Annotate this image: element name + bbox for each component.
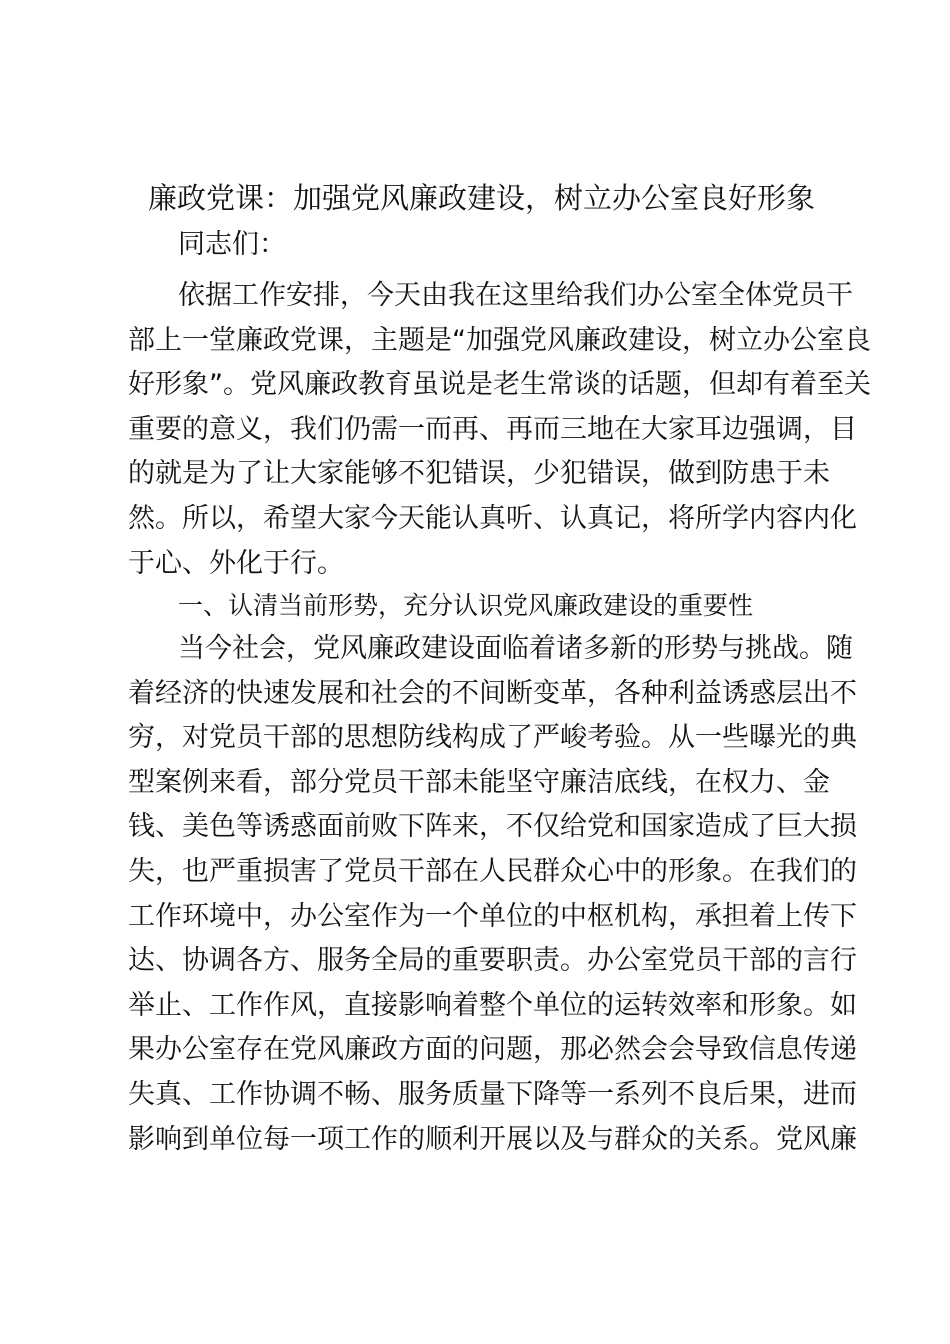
section-heading: 一、认清当前形势，充分认识党风廉政建设的重要性: [178, 591, 754, 620]
paragraph-line: 钱、美色等诱惑面前败下阵来，不仅给党和国家造成了巨大损: [128, 811, 857, 843]
paragraph-line: 失，也严重损害了党员干部在人民群众心中的形象。在我们的: [128, 855, 857, 887]
intro-paragraph: [128, 274, 871, 586]
salutation: 同志们：: [178, 229, 286, 260]
paragraph-line: 工作环境中，办公室作为一个单位的中枢机构，承担着上传下: [128, 900, 857, 932]
paragraph-line: 影响到单位每一项工作的顺利开展以及与群众的关系。党风廉: [128, 1123, 857, 1155]
paragraph-line: 达、协调各方、服务全局的重要职责。办公室党员干部的言行: [128, 945, 857, 977]
paragraph-line: 依据工作安排，今天由我在这里给我们办公室全体党员干: [178, 280, 853, 311]
paragraph-line: 部上一堂廉政党课，主题是“加强党风廉政建设，树立办公室良: [128, 324, 871, 356]
section1-paragraph: [128, 627, 857, 1162]
paragraph-line: 当今社会，党风廉政建设面临着诸多新的形势与挑战。随: [178, 633, 853, 664]
paragraph-line: 穷，对党员干部的思想防线构成了严峻考验。从一些曝光的典: [128, 722, 857, 754]
paragraph-line: 的就是为了让大家能够不犯错误，少犯错误，做到防患于未: [128, 458, 830, 490]
paragraph-line: 型案例来看，部分党员干部未能坚守廉洁底线，在权力、金: [128, 766, 830, 798]
paragraph-line: 于心、外化于行。: [128, 547, 344, 579]
paragraph-line: 重要的意义，我们仍需一而再、再而三地在大家耳边强调，目: [128, 413, 857, 445]
paragraph-line: 着经济的快速发展和社会的不间断变革，各种利益诱惑层出不: [128, 677, 857, 709]
paragraph-line: 然。所以，希望大家今天能认真听、认真记，将所学内容内化: [128, 502, 857, 534]
document-title: 廉政党课：加强党风廉政建设，树立办公室良好形象: [148, 181, 816, 215]
paragraph-line: 举止、工作作风，直接影响着整个单位的运转效率和形象。如: [128, 989, 857, 1021]
paragraph-line: 好形象”。党风廉政教育虽说是老生常谈的话题，但却有着至关: [128, 369, 871, 401]
paragraph-line: 失真、工作协调不畅、服务质量下降等一系列不良后果，进而: [128, 1078, 857, 1110]
paragraph-line: 果办公室存在党风廉政方面的问题，那必然会会导致信息传递: [128, 1034, 857, 1066]
